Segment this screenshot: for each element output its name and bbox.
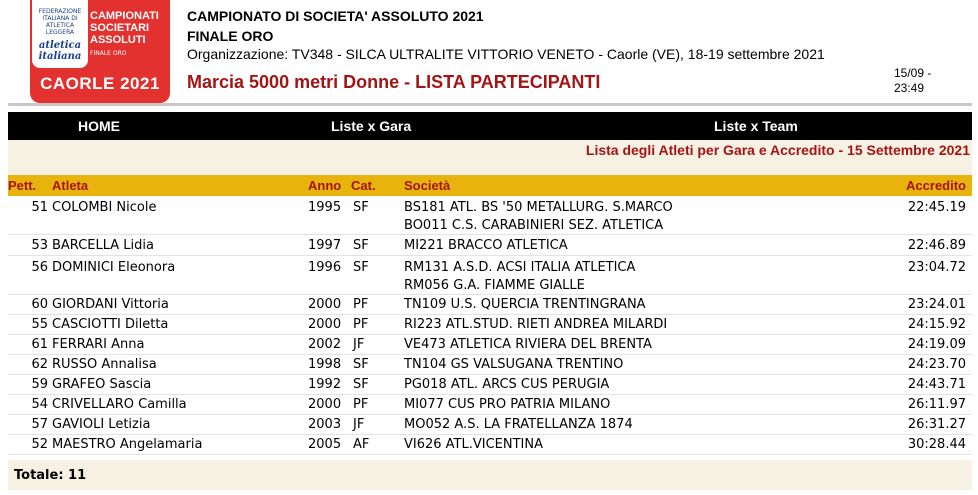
table-row — [8, 315, 972, 335]
table-row — [8, 256, 972, 295]
table-row — [8, 235, 972, 256]
cell-pett: 54 — [31, 397, 48, 412]
nav-team-lists-link[interactable]: Liste x Team — [714, 118, 798, 134]
header-divider — [8, 103, 972, 106]
cell-club: RI223 ATL.STUD. RIETI ANDREA MILARDI — [404, 317, 668, 332]
cell-club: MI077 CUS PRO PATRIA MILANO — [404, 397, 611, 412]
timestamp-time: 23:49 — [894, 81, 925, 95]
cell-athlete: BARCELLA Lidia — [52, 238, 154, 253]
timestamp — [894, 66, 931, 96]
cell-credit: 26:11.97 — [907, 397, 966, 412]
cell-athlete: GRAFEO Sascia — [52, 377, 152, 392]
cell-year: 2000 — [308, 297, 342, 312]
cell-pett: 51 — [31, 200, 48, 215]
cell-athlete: COLOMBI Nicole — [52, 200, 157, 215]
table-row — [8, 196, 972, 235]
cell-athlete: CASCIOTTI Diletta — [52, 317, 169, 332]
timestamp-date: 15/09 - — [894, 66, 932, 80]
final-label: FINALE ORO — [187, 28, 274, 44]
table-row — [8, 335, 972, 355]
cell-pett: 60 — [31, 297, 48, 312]
cell-cat: SF — [353, 200, 369, 215]
logo-federation-text: FEDERAZIONE ITALIANA DI ATLETICA LEGGERA — [38, 8, 82, 36]
logo-campionati-text: CAMPIONATI SOCIETARI ASSOLUTI — [90, 10, 159, 46]
cell-club-secondary: BO011 C.S. CARABINIERI SEZ. ATLETICA — [404, 218, 664, 233]
cell-athlete: MAESTRO Angelamaria — [52, 437, 203, 452]
nav-bar — [8, 112, 972, 140]
header-athlete: Atleta — [52, 178, 89, 193]
cell-pett: 61 — [31, 337, 48, 352]
cell-club: TN104 GS VALSUGANA TRENTINO — [404, 357, 624, 372]
cell-athlete: CRIVELLARO Camilla — [52, 397, 187, 412]
cell-club: TN109 U.S. QUERCIA TRENTINGRANA — [404, 297, 646, 312]
cell-year: 2003 — [308, 417, 342, 432]
organization-info: Organizzazione: TV348 - SILCA ULTRALITE VITTORIO VENETO - Caorle (VE), 18-19 settembre 2021 — [187, 46, 825, 62]
header-pett: Pett. — [8, 178, 37, 193]
event-title: Marcia 5000 metri Donne - LISTA PARTECIPANTI — [187, 72, 601, 92]
table-header — [8, 175, 972, 196]
cell-athlete: RUSSO Annalisa — [52, 357, 157, 372]
table-row — [8, 295, 972, 315]
cell-cat: PF — [353, 297, 369, 312]
cell-athlete: GIORDANI Vittoria — [52, 297, 169, 312]
championship-title: CAMPIONATO DI SOCIETA' ASSOLUTO 2021 — [187, 8, 484, 24]
cell-cat: SF — [353, 377, 369, 392]
cell-year: 1992 — [308, 377, 342, 392]
cell-credit: 24:23.70 — [907, 357, 966, 372]
championship-logo — [30, 0, 170, 103]
table-row — [8, 415, 972, 435]
cell-pett: 62 — [31, 357, 48, 372]
total-count: Totale: 11 — [14, 468, 87, 483]
table-row — [8, 395, 972, 415]
cell-credit: 23:04.72 — [907, 260, 966, 275]
results-table — [8, 196, 972, 455]
logo-city-text: CAORLE 2021 — [40, 74, 160, 93]
nav-race-lists-link[interactable]: Liste x Gara — [331, 118, 412, 134]
cell-club: MO052 A.S. LA FRATELLANZA 1874 — [404, 417, 633, 432]
cell-year: 1995 — [308, 200, 342, 215]
cell-credit: 30:28.44 — [907, 437, 966, 452]
cell-year: 1997 — [308, 238, 342, 253]
cell-cat: PF — [353, 317, 369, 332]
header-year: Anno — [308, 178, 342, 193]
table-row — [8, 355, 972, 375]
table-row — [8, 375, 972, 395]
cell-pett: 52 — [31, 437, 48, 452]
cell-year: 2000 — [308, 317, 342, 332]
cell-cat: SF — [353, 260, 369, 275]
cell-club: VI626 ATL.VICENTINA — [404, 437, 544, 452]
cell-pett: 56 — [31, 260, 48, 275]
cell-athlete: FERRARI Anna — [52, 337, 145, 352]
cell-credit: 23:24.01 — [907, 297, 966, 312]
header-credit: Accredito — [906, 178, 966, 193]
cell-year: 2002 — [308, 337, 342, 352]
header-cat: Cat. — [351, 178, 376, 193]
nav-home-link[interactable]: HOME — [78, 118, 120, 134]
cell-cat: AF — [353, 437, 370, 452]
cell-cat: JF — [353, 337, 365, 352]
cell-club: PG018 ATL. ARCS CUS PERUGIA — [404, 377, 610, 392]
cell-athlete: GAVIOLI Letizia — [52, 417, 151, 432]
cell-cat: JF — [353, 417, 365, 432]
cell-cat: PF — [353, 397, 369, 412]
cell-year: 2005 — [308, 437, 342, 452]
cell-credit: 26:31.27 — [907, 417, 966, 432]
cell-club: MI221 BRACCO ATLETICA — [404, 238, 568, 253]
cell-pett: 53 — [31, 238, 48, 253]
cell-club: RM131 A.S.D. ACSI ITALIA ATLETICA — [404, 260, 636, 275]
table-row — [8, 435, 972, 455]
list-subtitle: Lista degli Atleti per Gara e Accredito - 15 Settembre 2021 — [585, 142, 970, 158]
cell-credit: 22:45.19 — [907, 200, 966, 215]
cell-year: 2000 — [308, 397, 342, 412]
logo-atletica-text: atletica italiana — [38, 40, 82, 62]
cell-credit: 24:15.92 — [907, 317, 966, 332]
cell-club: BS181 ATL. BS '50 METALLURG. S.MARCO — [404, 200, 673, 215]
cell-pett: 57 — [31, 417, 48, 432]
cell-cat: SF — [353, 238, 369, 253]
cell-credit: 22:46.89 — [907, 238, 966, 253]
cell-year: 1998 — [308, 357, 342, 372]
cell-pett: 59 — [31, 377, 48, 392]
cell-athlete: DOMINICI Eleonora — [52, 260, 176, 275]
logo-finale-text: FINALE ORO — [90, 50, 127, 57]
header-club: Società — [404, 178, 451, 193]
cell-credit: 24:19.09 — [907, 337, 966, 352]
table-footer — [8, 460, 972, 490]
cell-credit: 24:43.71 — [907, 377, 966, 392]
cell-club: VE473 ATLETICA RIVIERA DEL BRENTA — [404, 337, 652, 352]
cell-year: 1996 — [308, 260, 342, 275]
cell-pett: 55 — [31, 317, 48, 332]
cell-cat: SF — [353, 357, 369, 372]
cell-club-secondary: RM056 G.A. FIAMME GIALLE — [404, 278, 585, 293]
